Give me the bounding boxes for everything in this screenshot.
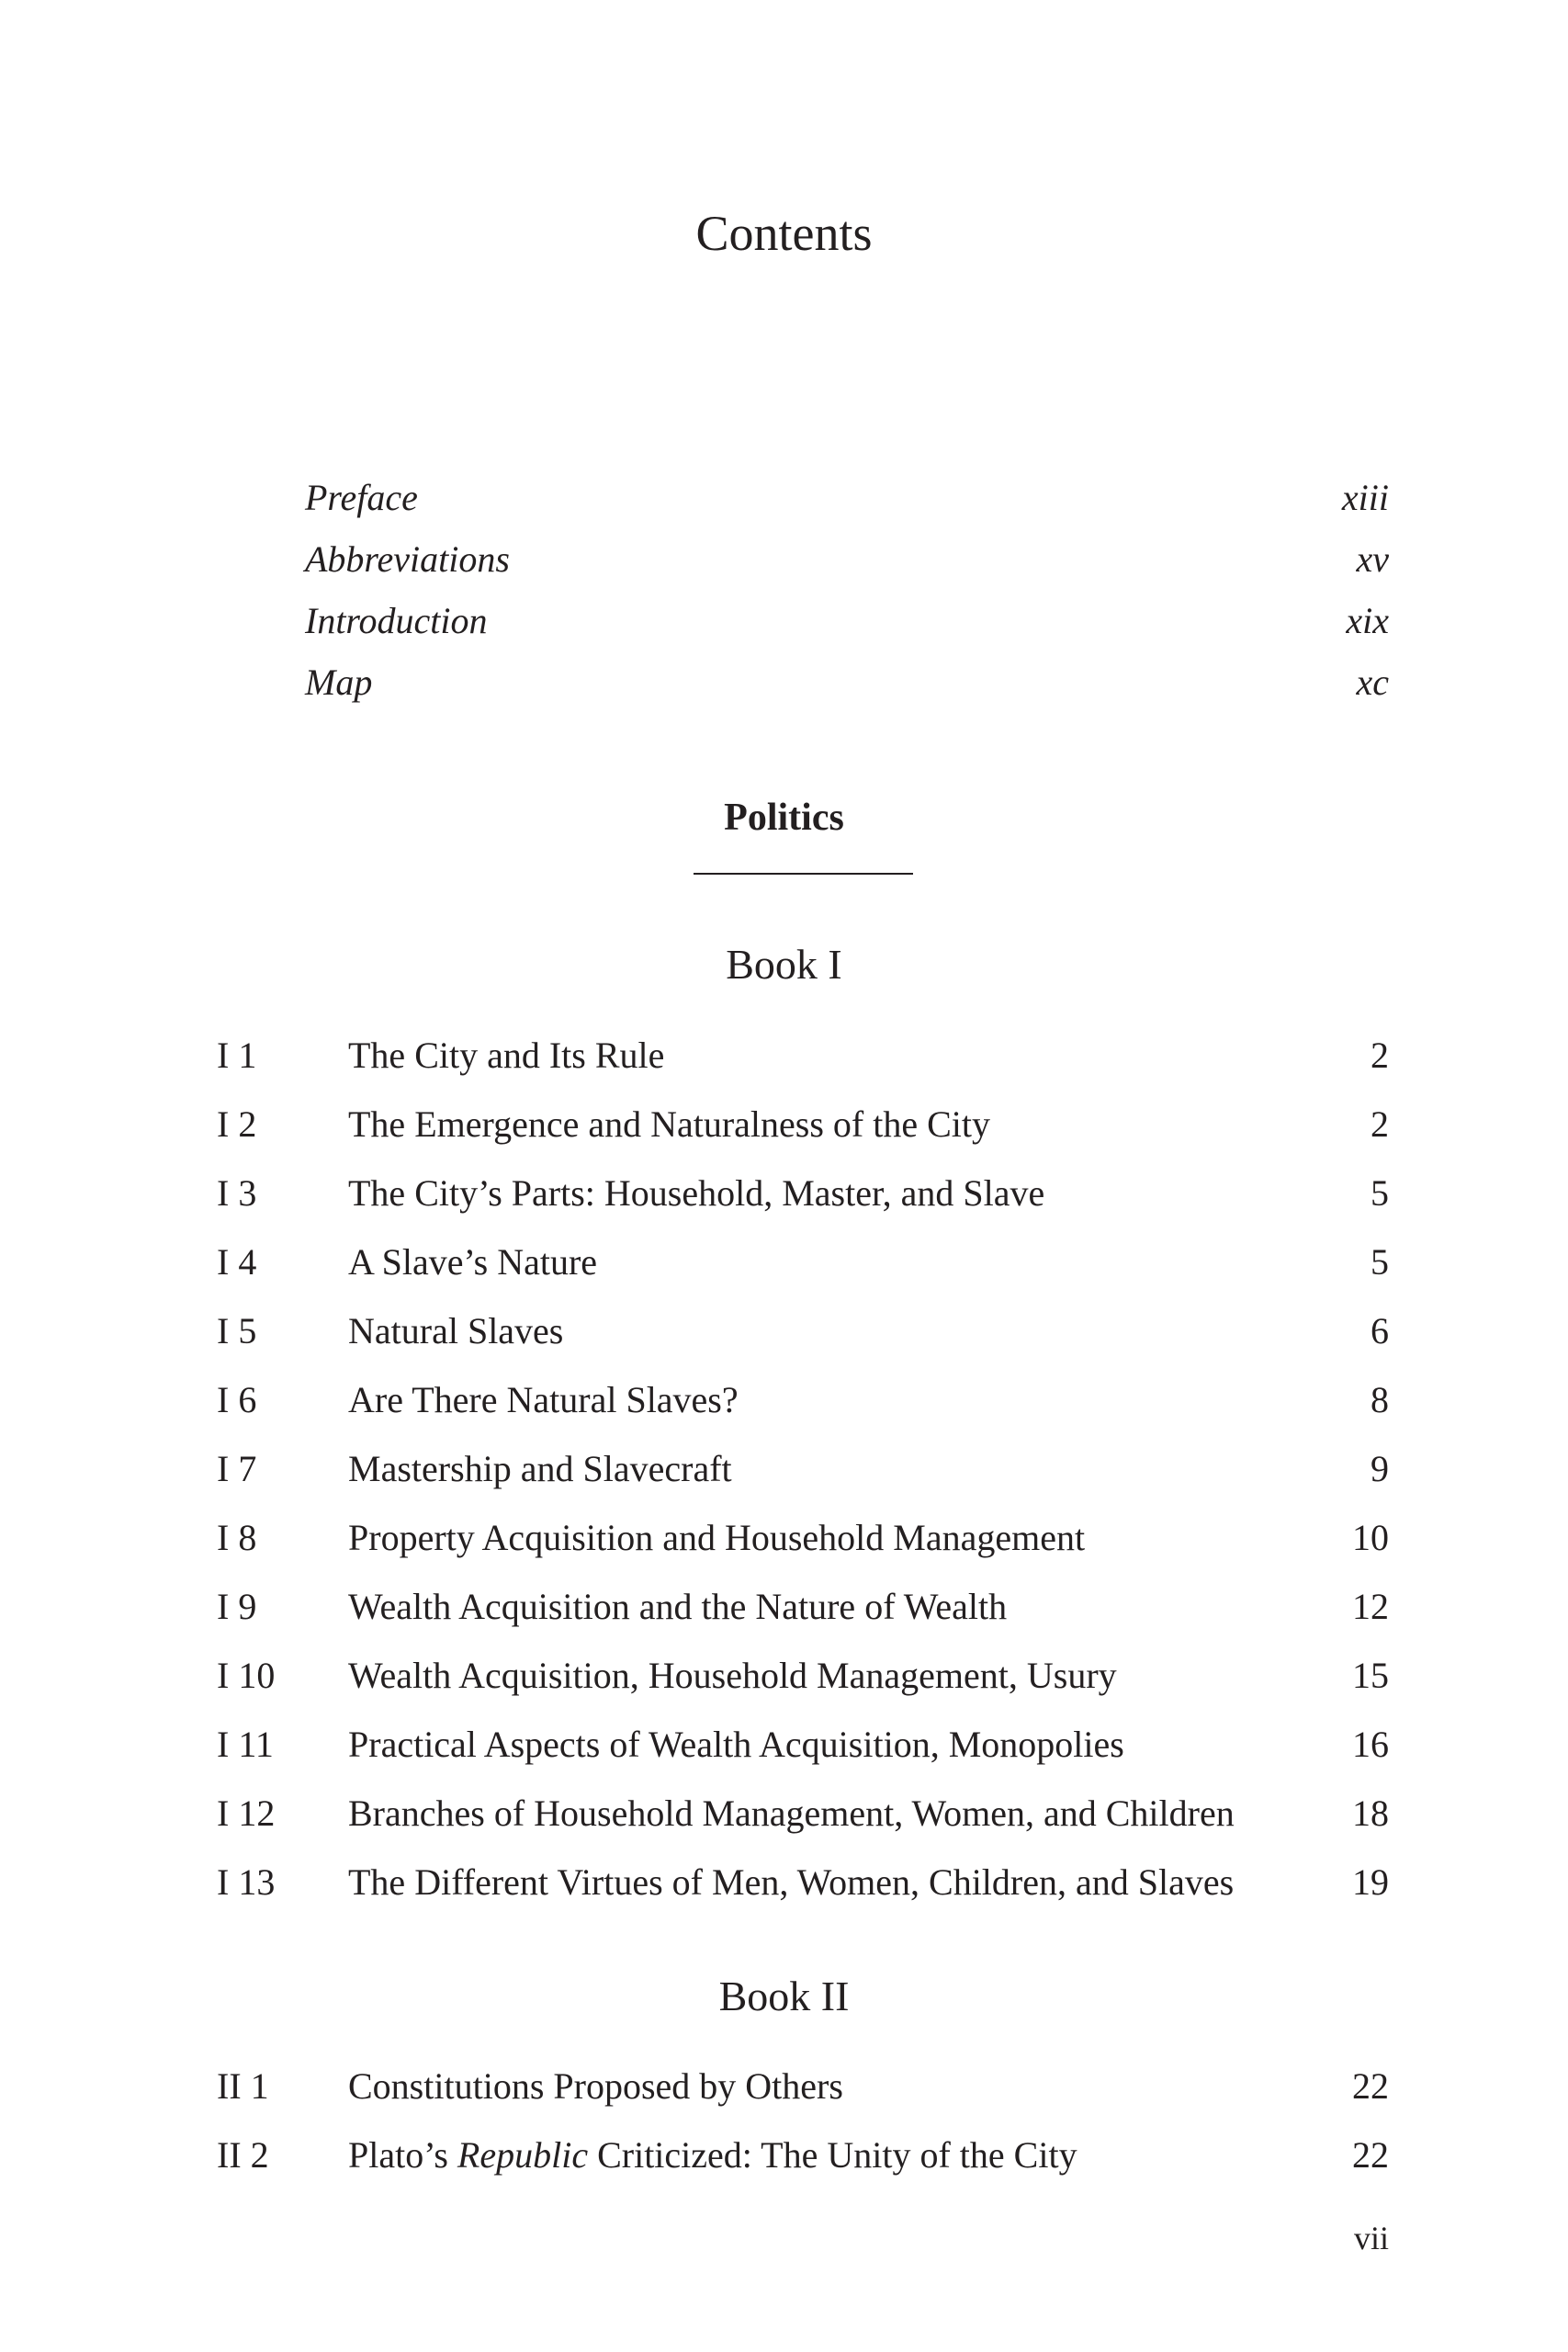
entry-page: 9 [1371, 1448, 1389, 1489]
entry-number: I 10 [217, 1655, 276, 1696]
entry-title: The City’s Parts: Household, Master, and Slave [348, 1172, 1045, 1214]
entry-number: I 3 [217, 1172, 257, 1214]
toc-entry[interactable] [217, 2133, 1389, 2177]
entry-title: The Emergence and Naturalness of the City [348, 1103, 991, 1145]
entry-number: I 13 [217, 1861, 276, 1903]
entry-page: 2 [1371, 1035, 1389, 1076]
entry-title: Wealth Acquisition and the Nature of Wealth [348, 1586, 1008, 1627]
entry-title: Natural Slaves [348, 1310, 564, 1351]
entry-title: Practical Aspects of Wealth Acquisition, Monopolies [348, 1724, 1124, 1765]
toc-entry[interactable] [217, 1585, 1389, 1629]
entry-page: 10 [1352, 1517, 1389, 1558]
entry-page: 12 [1352, 1586, 1389, 1627]
front-matter-page: xix [1346, 600, 1389, 641]
entry-number: I 1 [217, 1035, 257, 1076]
entry-page: 22 [1352, 2065, 1389, 2107]
entry-page: 2 [1371, 1103, 1389, 1145]
toc-entry[interactable] [217, 1860, 1389, 1905]
entry-title: Constitutions Proposed by Others [348, 2065, 843, 2107]
entry-title: The Different Virtues of Men, Women, Children, and Slaves [348, 1861, 1235, 1903]
entry-number: I 8 [217, 1517, 257, 1558]
front-matter-label: Preface [305, 477, 418, 518]
book-title: Book I [726, 941, 842, 988]
toc-entry[interactable] [217, 1171, 1389, 1216]
entry-title: Are There Natural Slaves? [348, 1379, 739, 1420]
front-matter-label: Introduction [305, 600, 488, 641]
part-title-rule [694, 873, 913, 875]
toc-entry[interactable] [217, 1723, 1389, 1767]
front-matter-page: xv [1356, 538, 1389, 580]
entry-title-part: Plato’s [348, 2134, 457, 2176]
entry-number: I 2 [217, 1103, 257, 1145]
entry-title-italic: Republic [457, 2134, 589, 2176]
toc-entry[interactable] [217, 1102, 1389, 1147]
entry-page: 5 [1371, 1172, 1389, 1214]
toc-entry[interactable] [217, 1792, 1389, 1836]
entry-number: I 5 [217, 1310, 257, 1351]
entry-number: II 1 [217, 2065, 269, 2107]
entry-title: Wealth Acquisition, Household Management, Usury [348, 1655, 1117, 1696]
front-matter-page: xc [1356, 662, 1389, 703]
entry-title: The City and Its Rule [348, 1035, 665, 1076]
entry-title-part: Criticized: The Unity of the City [588, 2134, 1077, 2176]
front-matter-label: Abbreviations [305, 538, 510, 580]
entry-title [348, 2133, 1077, 2177]
book-title: Book II [718, 1973, 850, 2019]
entry-number: I 11 [217, 1724, 274, 1765]
toc-entry[interactable] [217, 1309, 1389, 1353]
entry-page: 15 [1352, 1655, 1389, 1696]
entry-number: I 4 [217, 1241, 257, 1283]
entry-title: Mastership and Slavecraft [348, 1448, 732, 1489]
toc-entry[interactable] [217, 1034, 1389, 1078]
toc-entry[interactable] [217, 2064, 1389, 2109]
entry-number: I 7 [217, 1448, 257, 1489]
toc-entry[interactable] [217, 1447, 1389, 1491]
entry-page: 8 [1371, 1379, 1389, 1420]
part-title: Politics [724, 797, 844, 839]
entry-page: 18 [1352, 1792, 1389, 1834]
entry-title: A Slave’s Nature [348, 1241, 598, 1283]
toc-entry[interactable] [217, 1654, 1389, 1698]
entry-title: Branches of Household Management, Women, and Children [348, 1792, 1235, 1834]
page-folio: vii [1353, 2220, 1389, 2256]
page-title: Contents [695, 206, 873, 261]
entry-page: 19 [1352, 1861, 1389, 1903]
entry-page: 16 [1352, 1724, 1389, 1765]
entry-title: Property Acquisition and Household Management [348, 1517, 1086, 1558]
entry-page: 6 [1371, 1310, 1389, 1351]
entry-number: I 9 [217, 1586, 257, 1627]
entry-number: I 6 [217, 1379, 257, 1420]
entry-page: 22 [1352, 2134, 1389, 2176]
front-matter-page: xiii [1341, 477, 1389, 518]
entry-number: I 12 [217, 1792, 276, 1834]
entry-page: 5 [1371, 1241, 1389, 1283]
front-matter-label: Map [305, 662, 373, 703]
toc-entry[interactable] [217, 1378, 1389, 1422]
toc-entry[interactable] [217, 1516, 1389, 1560]
entry-number: II 2 [217, 2134, 269, 2176]
toc-entry[interactable] [217, 1240, 1389, 1284]
